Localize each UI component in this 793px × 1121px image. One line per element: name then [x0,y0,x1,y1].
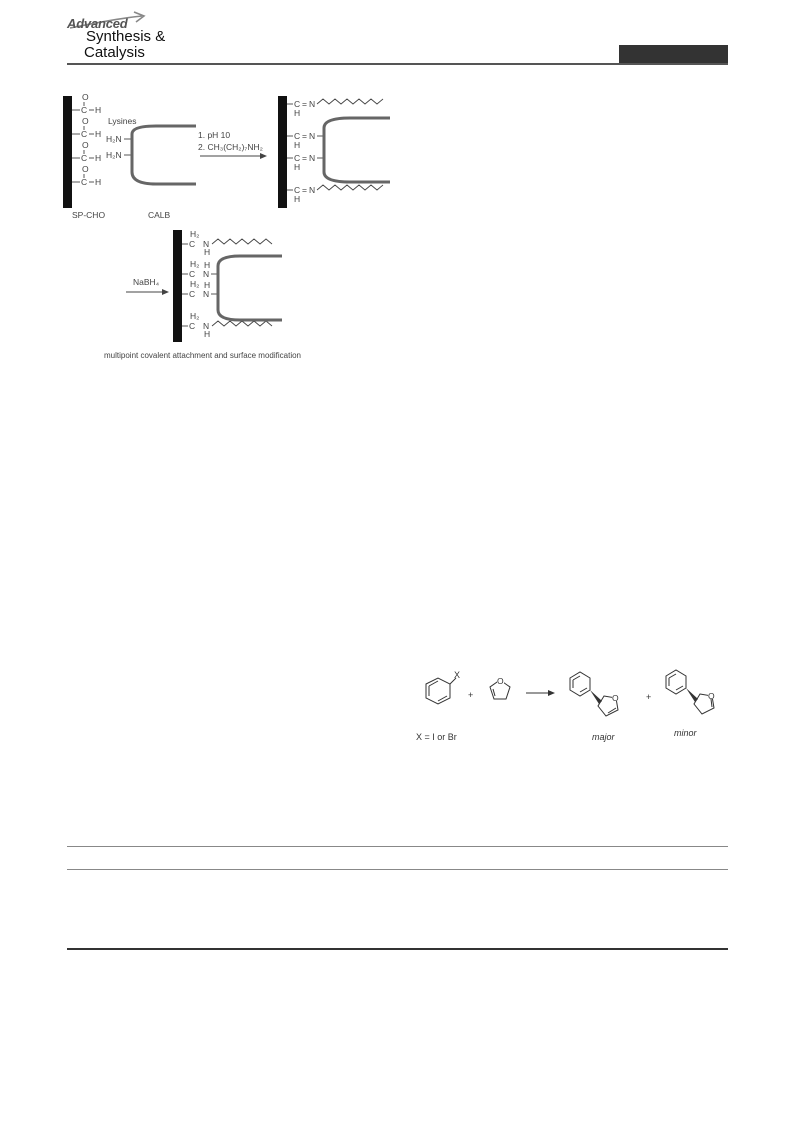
svg-text:H₂: H₂ [190,279,200,289]
svg-text:C: C [189,289,196,299]
svg-text:H: H [204,280,211,290]
svg-text:H: H [95,129,102,139]
enzyme-label: CALB [148,210,171,220]
heck-reaction-scheme [408,666,733,748]
svg-text:C: C [189,239,196,249]
svg-text:O: O [497,676,504,686]
svg-text:+: + [646,692,652,702]
enzyme-calb [132,126,196,184]
logo-catalysis: Catalysis [84,44,145,61]
svg-text:H: H [294,194,301,204]
label-major: major [592,732,615,742]
svg-text:C: C [294,131,301,141]
immobilization-scheme [60,88,400,368]
svg-text:N: N [203,239,210,249]
header-rule [67,63,728,65]
svg-text:O: O [82,140,89,150]
svg-text:N: N [309,99,316,109]
svg-text:H: H [204,329,211,339]
svg-text:H: H [95,153,102,163]
table-rule-bottom [67,948,728,950]
lysines-label: Lysines [108,116,137,126]
svg-text:C: C [81,177,88,187]
svg-text:N: N [203,269,210,279]
svg-text:C: C [294,99,301,109]
svg-text:2. CH₃(CH₂)₇NH₂: 2. CH₃(CH₂)₇NH₂ [198,142,263,152]
svg-text:H: H [95,105,102,115]
svg-text:N: N [309,185,316,195]
x-definition: X = I or Br [416,732,457,742]
support-bar [63,96,72,208]
svg-text:C: C [81,105,88,115]
support-bar-2 [278,96,287,208]
support-bar-3 [173,230,182,342]
svg-text:N: N [309,131,316,141]
svg-text:H₂: H₂ [190,229,200,239]
aryl-halide [426,678,456,704]
aldehyde-groups [72,92,101,187]
table-rule-mid [67,869,728,870]
enzyme-calb-3 [218,256,282,320]
label-minor: minor [674,728,697,738]
svg-text:C: C [189,269,196,279]
svg-text:O: O [82,116,89,126]
svg-text:C: C [81,129,88,139]
svg-text:=: = [302,99,307,109]
svg-text:N: N [203,321,210,331]
svg-text:H₂N: H₂N [106,150,122,160]
svg-text:=: = [302,153,307,163]
svg-text:NaBH₄: NaBH₄ [133,277,160,287]
svg-text:C: C [294,153,301,163]
svg-text:H: H [95,177,102,187]
svg-text:C: C [81,153,88,163]
imine-groups [287,99,383,204]
svg-text:H: H [294,108,301,118]
svg-text:C: C [294,185,301,195]
svg-text:O: O [82,92,89,102]
svg-text:+: + [468,690,474,700]
svg-text:=: = [302,131,307,141]
amine-groups [182,229,272,339]
table-rule-top [67,846,728,847]
svg-text:=: = [302,185,307,195]
logo-advanced: Advanced [67,16,128,31]
logo-synthesis: Synthesis & [86,28,166,45]
svg-text:O: O [82,164,89,174]
svg-text:1. pH 10: 1. pH 10 [198,130,231,140]
header-tab [619,45,728,63]
svg-text:X: X [454,670,461,680]
svg-text:H₂: H₂ [190,259,200,269]
svg-text:H₂N: H₂N [106,134,122,144]
svg-text:H: H [294,162,301,172]
support-label: SP-CHO [72,210,106,220]
svg-text:N: N [309,153,316,163]
svg-text:H₂: H₂ [190,311,200,321]
svg-text:H: H [294,140,301,150]
scheme-caption: multipoint covalent attachment and surface modification [104,351,301,360]
svg-text:H: H [204,260,211,270]
svg-text:H: H [204,247,211,257]
svg-text:C: C [189,321,196,331]
svg-text:N: N [203,289,210,299]
enzyme-calb-2 [324,118,390,182]
svg-text:O: O [612,693,619,703]
svg-text:O: O [708,691,715,701]
